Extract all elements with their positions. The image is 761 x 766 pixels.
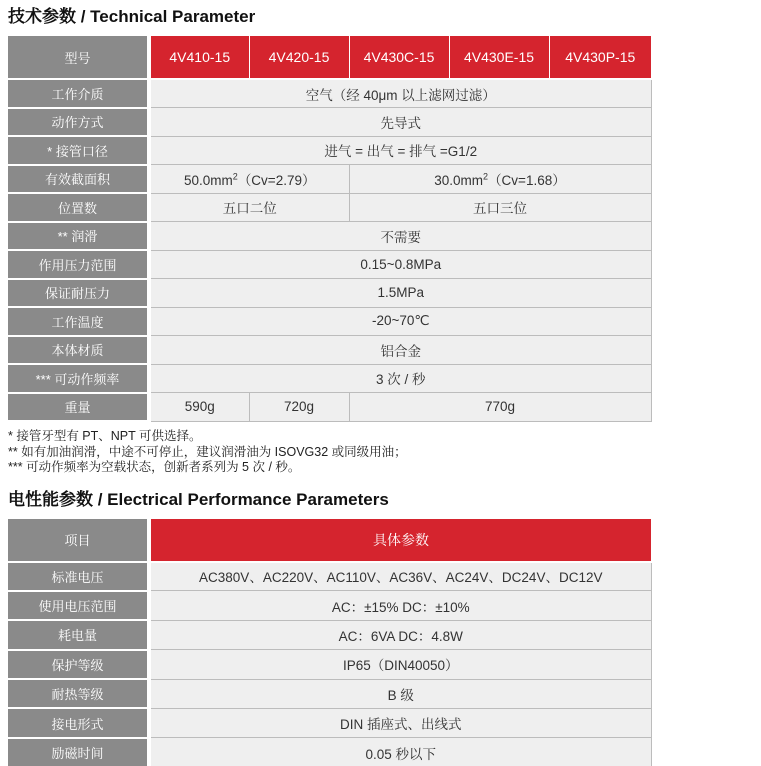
table-row [8,708,651,737]
value-cell: 五口三位 [349,193,651,222]
model-header-cell: 4V430C-15 [349,36,449,79]
value-cell: AC：6VA DC：4.8W [149,620,651,649]
value-cell: 铝合金 [149,336,651,365]
footnote: ** 如有加油润滑，中途不可停止，建议润滑油为 ISOVG32 或同级用油； [8,444,407,459]
table-row [8,679,651,708]
row-label: ** 润滑 [8,222,149,251]
value-cell: 0.05 秒以下 [149,738,651,766]
table-row [8,307,651,336]
row-label: 本体材质 [8,336,149,365]
value-cell: 3 次 / 秒 [149,364,651,393]
table-row [8,136,651,165]
model-header-row [8,36,651,79]
technical-parameter-table [8,36,652,422]
superscript: 2 [232,171,238,182]
value-cell: 1.5MPa [149,279,651,308]
superscript: 2 [483,171,489,182]
technical-parameter-title: 技术参数 / Technical Parameter [8,7,256,26]
row-label: 工作介质 [8,79,149,108]
row-label: *** 可动作频率 [8,364,149,393]
row-label: 使用电压范围 [8,591,149,620]
value-cell: IP65（DIN40050） [149,650,651,679]
row-label: 保护等级 [8,650,149,679]
model-header-cell: 4V420-15 [249,36,349,79]
model-column-label: 型号 [8,36,149,79]
row-label: 有效截面积 [8,165,149,194]
row-label: 作用压力范围 [8,250,149,279]
table-row [8,108,651,137]
model-header-cell: 4V410-15 [149,36,249,79]
value-cell: 0.15~0.8MPa [149,250,651,279]
table-row [8,165,651,194]
table-row [8,222,651,251]
value-cell: 进气 = 出气 = 排气 =G1/2 [149,136,651,165]
value-cell: 770g [349,393,651,422]
table-row [8,250,651,279]
row-label: 接电形式 [8,708,149,737]
row-label: * 接管口径 [8,136,149,165]
row-label: 耐热等级 [8,679,149,708]
table-row [8,364,651,393]
model-header-cell: 4V430P-15 [549,36,651,79]
row-label: 动作方式 [8,108,149,137]
electrical-parameter-title: 电性能参数 / Electrical Performance Parameters [8,489,389,509]
table-row [8,650,651,679]
value-cell: 590g [149,393,249,422]
row-label: 励磁时间 [8,738,149,766]
value-cell: 不需要 [149,222,651,251]
row-label: 保证耐压力 [8,279,149,308]
value-text: （Cv=1.68） [488,172,566,188]
table-row [8,620,651,649]
table-row [8,738,651,766]
table-row [8,279,651,308]
table-row [8,193,651,222]
value-cell: AC：±15% DC：±10% [149,591,651,620]
footnote: * 接管牙型有 PT、NPT 可供选择。 [8,429,202,443]
value-cell [149,165,349,194]
value-text: 30.0mm [434,172,484,188]
value-cell: DIN 插座式、出线式 [149,708,651,737]
table-row [8,336,651,365]
value-cell: -20~70℃ [149,307,651,336]
electrical-header-row [8,519,651,562]
item-column-label: 项目 [8,519,149,562]
value-cell: 五口二位 [149,193,349,222]
electrical-parameter-table [8,519,652,766]
value-cell: AC380V、AC220V、AC110V、AC36V、AC24V、DC24V、DC12V [149,562,651,591]
value-cell: 720g [249,393,349,422]
value-text: 50.0mm [184,172,233,188]
table-row [8,562,651,591]
value-text: （Cv=2.79） [237,172,316,188]
table-row [8,591,651,620]
row-label: 位置数 [8,193,149,222]
row-label: 标准电压 [8,562,149,591]
table-row [8,393,651,422]
row-label: 工作温度 [8,307,149,336]
row-label: 重量 [8,393,149,422]
table-row [8,79,651,108]
model-header-cell: 4V430E-15 [449,36,549,79]
value-cell [349,165,651,194]
value-cell: 空气（经 40μm 以上滤网过滤） [149,79,651,108]
parameter-column-label: 具体参数 [149,519,651,562]
footnote: *** 可动作频率为空载状态，创新者系列为 5 次 / 秒。 [8,460,301,474]
row-label: 耗电量 [8,620,149,649]
value-cell: B 级 [149,679,651,708]
value-cell: 先导式 [149,108,651,137]
footnotes [8,429,761,476]
